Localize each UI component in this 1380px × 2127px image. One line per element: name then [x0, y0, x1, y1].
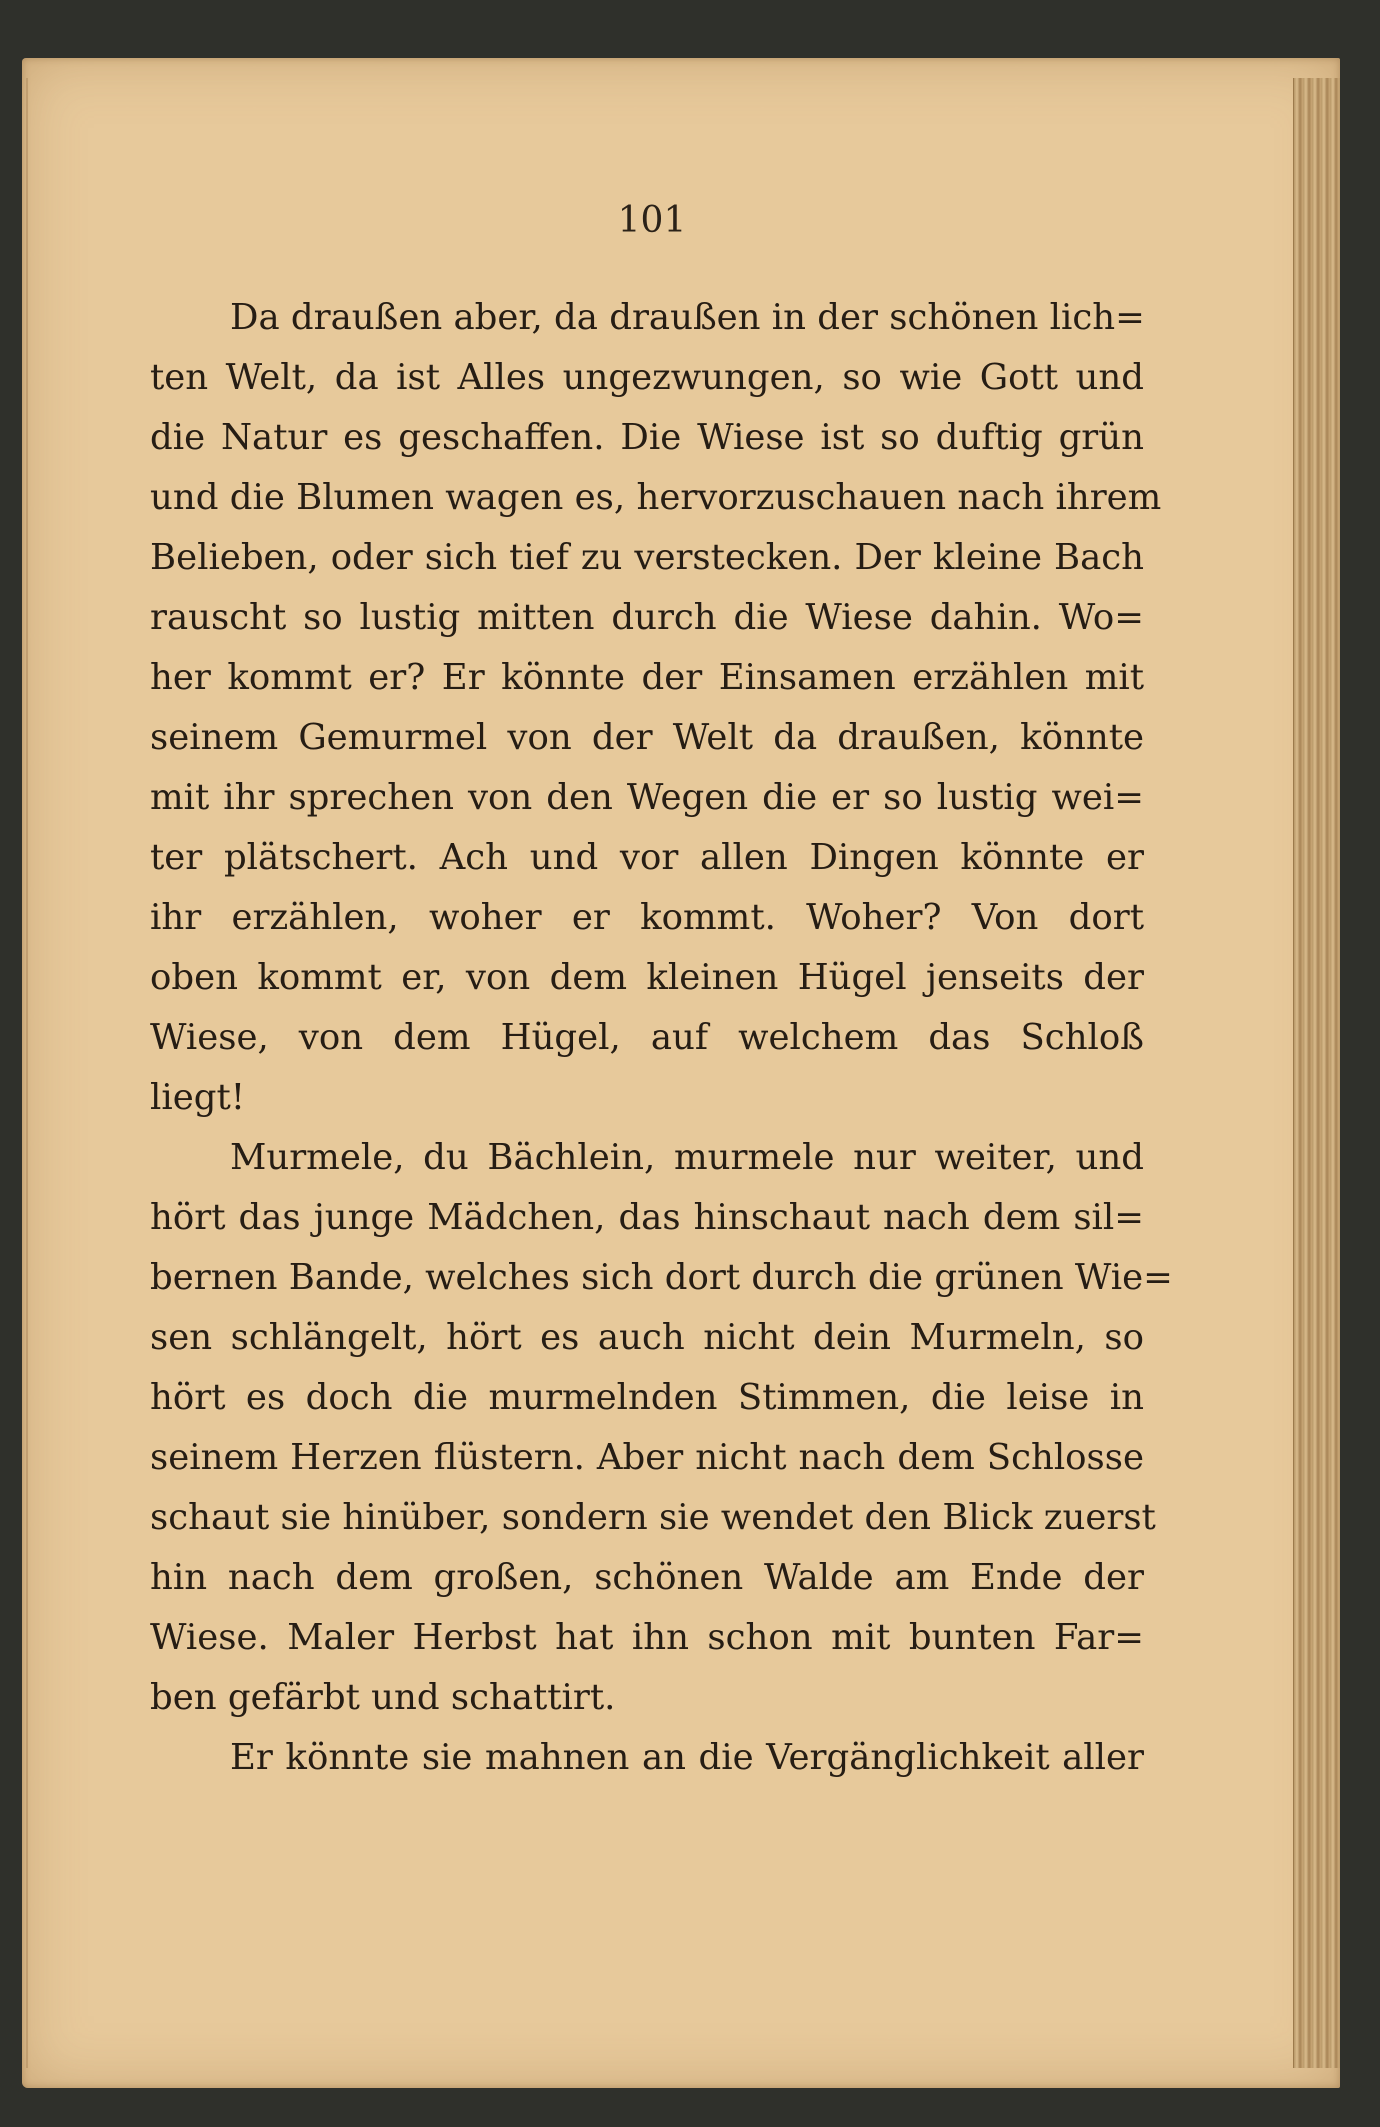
text-line: hört es doch die murmelnden Stimmen, die leise in — [150, 1377, 1144, 1418]
text-line: liegt! — [150, 1077, 245, 1118]
text-line: Da draußen aber, da draußen in der schönen lich= — [230, 297, 1145, 338]
text-line: schaut sie hinüber, sondern sie wendet den Blick zuerst — [150, 1497, 1156, 1538]
text-line: rauscht so lustig mitten durch die Wiese dahin. Wo= — [150, 597, 1144, 638]
page-number: 101 — [617, 200, 687, 241]
text-line: her kommt er? Er könnte der Einsamen erzählen mit — [150, 657, 1144, 698]
text-line: Belieben, oder sich tief zu verstecken. Der kleine Bach — [150, 537, 1144, 578]
text-line: Murmele, du Bächlein, murmele nur weiter, und — [230, 1137, 1144, 1178]
text-line: sen schlängelt, hört es auch nicht dein Murmeln, so — [150, 1317, 1144, 1358]
text-line: ten Welt, da ist Alles ungezwungen, so wie Gott und — [150, 357, 1144, 398]
text-line: Wiese, von dem Hügel, auf welchem das Schloß — [150, 1017, 1144, 1058]
page-gutter — [26, 78, 28, 2068]
text-line: ihr erzählen, woher er kommt. Woher? Von dort — [150, 897, 1144, 938]
text-line: mit ihr sprechen von den Wegen die er so lustig wei= — [150, 777, 1144, 818]
text-line: ter plätschert. Ach und vor allen Dingen könnte er — [150, 837, 1144, 878]
page-edge-stack — [1293, 78, 1340, 2068]
text-line: hin nach dem großen, schönen Walde am Ende der — [150, 1557, 1144, 1598]
text-line: seinem Gemurmel von der Welt da draußen, könnte — [150, 717, 1144, 758]
text-line: seinem Herzen flüstern. Aber nicht nach dem Schlosse — [150, 1437, 1144, 1478]
text-line: hört das junge Mädchen, das hinschaut nach dem sil= — [150, 1197, 1144, 1238]
body-text — [150, 288, 1173, 1788]
text-line: Er könnte sie mahnen an die Vergänglichkeit aller — [230, 1737, 1144, 1778]
text-line: Wiese. Maler Herbst hat ihn schon mit bunten Far= — [150, 1617, 1144, 1658]
text-line: bernen Bande, welches sich dort durch die grünen Wie= — [150, 1257, 1173, 1298]
text-line: und die Blumen wagen es, hervorzuschauen nach ihrem — [150, 477, 1162, 518]
text-line: die Natur es geschaffen. Die Wiese ist so duftig grün — [150, 417, 1144, 458]
text-line: oben kommt er, von dem kleinen Hügel jenseits der — [150, 957, 1144, 998]
text-line: ben gefärbt und schattirt. — [150, 1677, 616, 1718]
